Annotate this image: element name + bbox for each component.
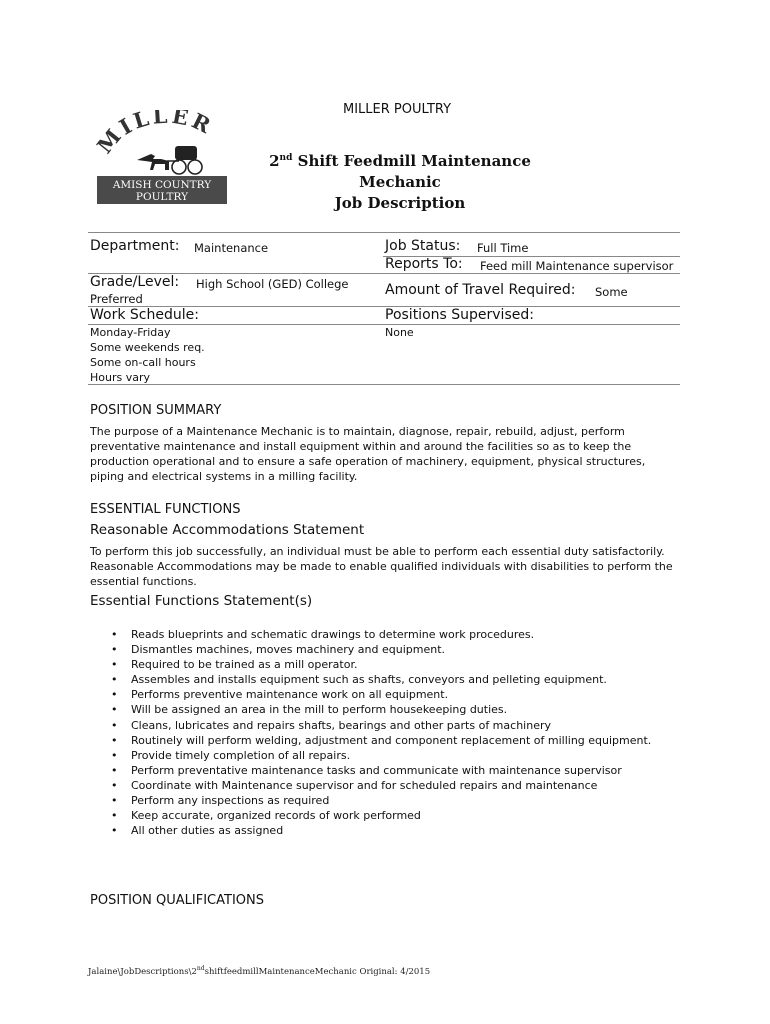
reports-to-value: Feed mill Maintenance supervisor: [480, 259, 674, 273]
divider-top: [88, 232, 680, 233]
schedule-label: Work Schedule:: [90, 307, 199, 323]
list-item: • Dismantles machines, moves machinery and equipment.: [111, 642, 711, 657]
list-item: • Cleans, lubricates and repairs shafts, bearings and other parts of machinery: [111, 718, 711, 733]
job-status-value: Full Time: [477, 241, 529, 255]
buggy-horse-icon: [137, 146, 202, 174]
list-item: • Coordinate with Maintenance supervisor and for scheduled repairs and maintenance: [111, 778, 711, 793]
supervised-value: None: [385, 326, 414, 339]
summary-heading: POSITION SUMMARY: [90, 403, 222, 418]
title-ordinal: 2: [269, 152, 280, 170]
supervised-label: Positions Supervised:: [385, 307, 534, 323]
department-value: Maintenance: [194, 241, 269, 255]
grade-value: High School (GED) College: [196, 277, 349, 291]
schedule-line: Hours vary: [90, 371, 151, 384]
footer-prefix: Jalaine\JobDescriptions\2: [88, 966, 197, 977]
accommodations-heading: Reasonable Accommodations Statement: [90, 522, 365, 538]
schedule-line: Some on-call hours: [90, 356, 196, 369]
footer-sup: nd: [196, 965, 205, 972]
list-item: • Assembles and installs equipment such as shafts, conveyors and pelleting equipment.: [111, 672, 711, 687]
qualifications-heading: POSITION QUALIFICATIONS: [90, 893, 264, 908]
summary-text: The purpose of a Maintenance Mechanic is to maintain, diagnose, repair, rebuild, adjust, perform preventative maintenance and install equipment within and around the facilities so as to keep the production operational and to ensure a safe operation of machinery, equipment, physical structures, piping and electrical systems in a milling facility.: [90, 425, 646, 483]
title-line2: Mechanic: [359, 173, 441, 191]
schedule-lines: [90, 325, 205, 385]
schedule-line: Monday-Friday: [90, 326, 171, 339]
essential-heading: ESSENTIAL FUNCTIONS: [90, 502, 241, 517]
job-status-label: Job Status:: [385, 238, 461, 254]
accommodations-text: To perform this job successfully, an individual must be able to perform each essential duty satisfactorily. Reasonable Accommodations may be made to enable qualified individuals with disabilities to perform the essential functions.: [90, 545, 673, 588]
list-item: • Reads blueprints and schematic drawings to determine work procedures.: [111, 627, 711, 642]
title-suffix: nd: [279, 153, 293, 163]
job-title: [240, 148, 560, 214]
svg-text:MILLER: [95, 110, 217, 158]
list-item: • Will be assigned an area in the mill to perform housekeeping duties.: [111, 702, 711, 717]
list-item: • Keep accurate, organized records of work performed: [111, 808, 711, 823]
miller-logo: [95, 110, 235, 208]
divider-bottom: [88, 384, 680, 385]
statements-heading: Essential Functions Statement(s): [90, 593, 313, 609]
company-name: MILLER POULTRY: [343, 102, 452, 117]
title-line3: Job Description: [334, 194, 466, 212]
list-item: • Provide timely completion of all repairs.: [111, 748, 711, 763]
reports-to-label: Reports To:: [385, 256, 463, 272]
grade-label: Grade/Level:: [90, 274, 180, 290]
logo-graphic: [95, 110, 235, 208]
list-item: • Required to be trained as a mill operator.: [111, 657, 711, 672]
footer-rest: shiftfeedmillMaintenanceMechanic Original: 4/2015: [204, 966, 431, 977]
list-item: • Perform preventative maintenance tasks and communicate with maintenance supervisor: [111, 763, 711, 778]
travel-value: Some: [595, 285, 628, 299]
logo-line1: AMISH COUNTRY: [112, 179, 212, 191]
list-item: • Perform any inspections as required: [111, 793, 711, 808]
grade-value-cont: Preferred: [90, 292, 143, 306]
department-label: Department:: [90, 238, 180, 254]
list-item: • Performs preventive maintenance work on all equipment.: [111, 687, 711, 702]
travel-label: Amount of Travel Required:: [385, 282, 576, 298]
logo-line2: POULTRY: [135, 191, 189, 203]
essential-functions-list: [111, 627, 711, 838]
schedule-line: Some weekends req.: [90, 341, 205, 354]
list-item: • All other duties as assigned: [111, 823, 711, 838]
logo-arc-text: MILLER: [95, 110, 218, 159]
list-item: • Routinely will perform welding, adjustment and component replacement of milling equipment.: [111, 733, 711, 748]
title-line1: Shift Feedmill Maintenance: [297, 152, 531, 170]
footer-path: [88, 965, 430, 977]
